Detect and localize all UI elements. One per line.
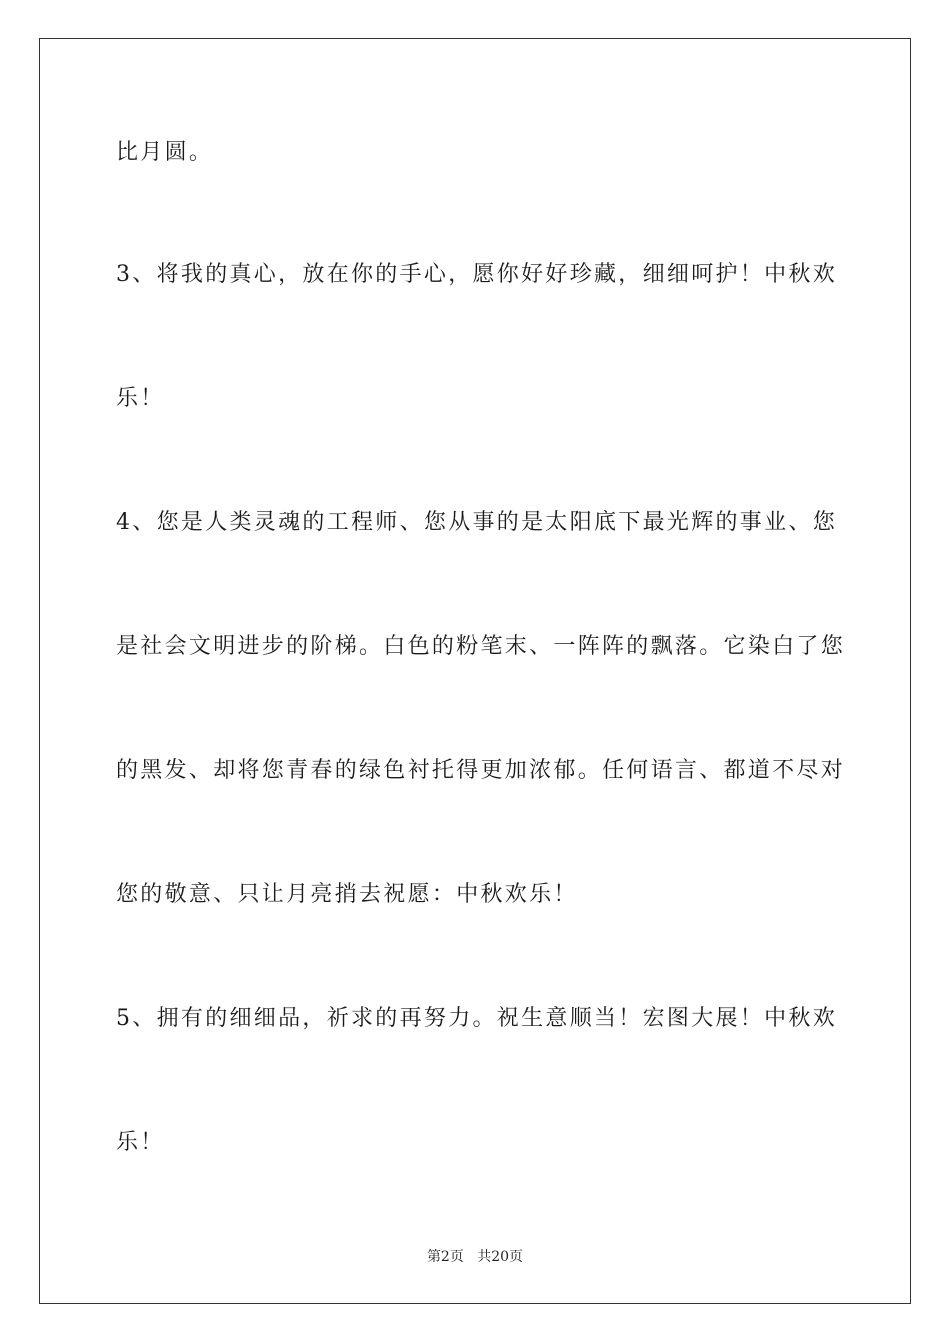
text-line: 乐！ [116, 386, 165, 411]
text-line: 您的敬意、只让月亮捎去祝愿：中秋欢乐！ [116, 882, 578, 907]
text-line: 乐！ [116, 1130, 165, 1155]
page-number: 第2页 [426, 1249, 464, 1265]
page-footer [0, 1247, 950, 1267]
page-border [39, 38, 911, 1304]
page-total: 共20页 [477, 1249, 524, 1265]
text-line: 5、拥有的细细品，祈求的再努力。祝生意顺当！宏图大展！中秋欢 [116, 1006, 837, 1031]
text-line: 4、您是人类灵魂的工程师、您从事的是太阳底下最光辉的事业、您 [116, 510, 837, 535]
text-line: 是社会文明进步的阶梯。白色的粉笔末、一阵阵的飘落。它染白了您 [116, 634, 846, 659]
text-line: 3、将我的真心，放在你的手心，愿你好好珍藏，细细呵护！中秋欢 [116, 262, 837, 287]
text-line: 比月圆。 [116, 140, 214, 165]
text-line: 的黑发、却将您青春的绿色衬托得更加浓郁。任何语言、都道不尽对 [116, 758, 846, 783]
